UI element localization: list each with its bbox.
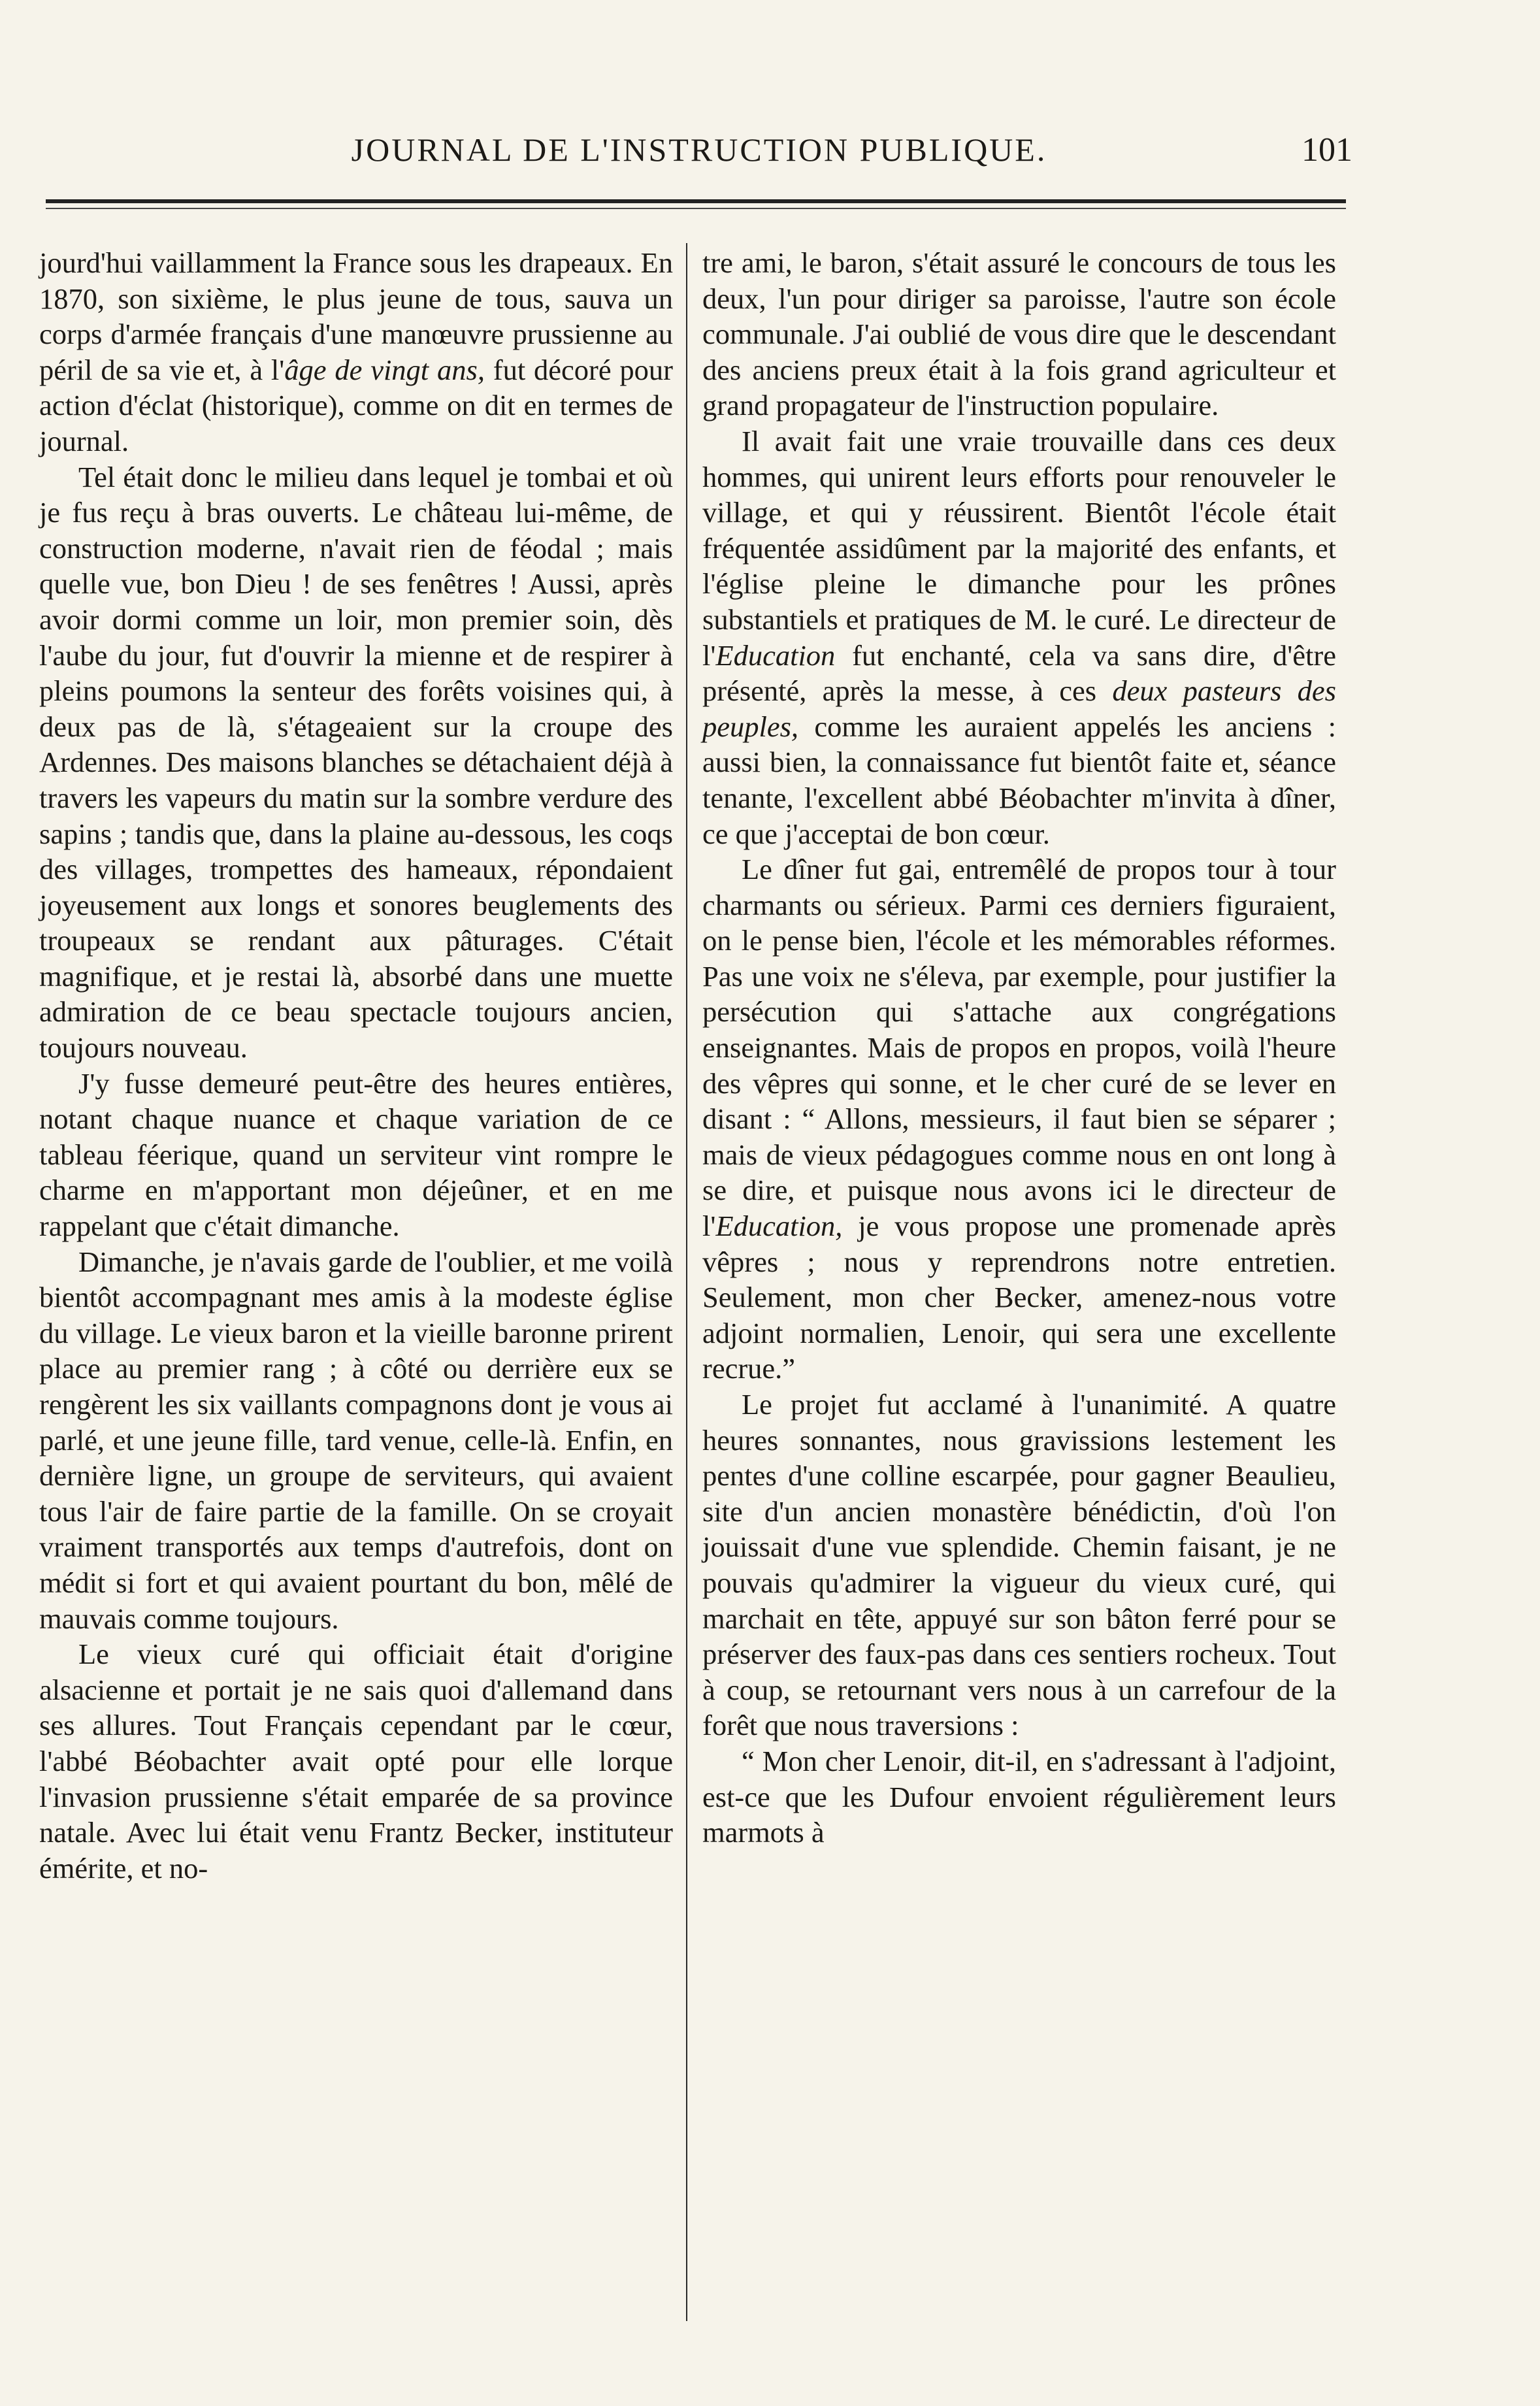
left-paragraph-1: jourd'hui vaillamment la France sous les drapeaux. En 1870, son sixième, le plus jeune de tous, sauva un corps d'armée français d'une manœuvre prussienne au péril de sa vie et, à l'âge de vingt ans, fut décoré pour action d'éclat (historique), comme on dit en termes de journal. [39,246,673,457]
right-paragraph-3: Le dîner fut gai, entremêlé de propos tour à tour charmants ou sérieux. Parmi ces derniers figuraient, on le pense bien, l'école et les mémorables réformes. Pas une voix ne s'éleva, par exemple, pour justifier la persécution qui s'attache aux congrégations enseignantes. Mais de propos en propos, voilà l'heure des vêpres qui sonne, et le cher curé de se lever en disant : “ Allons, messieurs, il faut bien se séparer ; mais de vieux pédagogues comme nous en ont long à se dire, et puisque nous avons ici le directeur de l'Education, je vous propose une promenade après vêpres ; nous y reprendrons notre entretien. Seulement, mon cher Becker, amenez-nous votre adjoint normalien, Lenoir, qui sera une excellente recrue.” [702,853,1336,1385]
right-paragraph-5: “ Mon cher Lenoir, dit-il, en s'adressant à l'adjoint, est-ce que les Dufour envoient régulièrement leurs marmots à [702,1744,1336,1849]
left-paragraph-2: Tel était donc le milieu dans lequel je tombai et où je fus reçu à bras ouverts. Le château lui-même, de construction moderne, n'avait rien de féodal ; mais quelle vue, bon Dieu ! de ses fenêtres ! Aussi, après avoir dormi comme un loir, mon premier soin, dès l'aube du jour, fut d'ouvrir la mienne et de respirer à pleins poumons la senteur des forêts voisines qui, à deux pas de là, s'étageaient sur la croupe des Ardennes. Des maisons blanches se détachaient déjà à travers les vapeurs du matin sur la sombre verdure des sapins ; tandis que, dans la plaine au-dessous, les coqs des villages, trompettes des hameaux, répondaient joyeusement aux longs et sonores beuglements des troupeaux se rendant aux pâturages. C'était magnifique, et je restai là, absorbé dans une muette admiration de ce beau spectacle toujours ancien, toujours nouveau. [39,460,673,1064]
right-column [702,245,1336,1851]
running-title: JOURNAL DE L'INSTRUCTION PUBLIQUE. [351,131,1047,168]
header-rule-thick [46,199,1346,203]
column-divider [686,243,687,2321]
running-header [0,131,1540,183]
header-rule-thin [46,208,1346,209]
left-paragraph-3: J'y fusse demeuré peut-être des heures entières, notant chaque nuance et chaque variation de ce tableau féerique, quand un serviteur vint rompre le charme en m'apportant mon déjeûner, et en me rappelant que c'était dimanche. [39,1066,673,1243]
left-paragraph-4: Dimanche, je n'avais garde de l'oublier, et me voilà bientôt accompagnant mes amis à la modeste église du village. Le vieux baron et la vieille baronne prirent place au premier rang ; à côté ou derrière eux se rengèrent les six vaillants compagnons dont je vous ai parlé, et une jeune fille, tard venue, celle-là. Enfin, en dernière ligne, un groupe de serviteurs, qui avaient tous l'air de faire partie de la famille. On se croyait vraiment transportés aux temps d'autrefois, dont on médit si fort et qui avaient pourtant du bon, mêlé de mauvais comme toujours. [39,1245,673,1635]
left-column [39,245,673,1886]
right-paragraph-2: Il avait fait une vraie trouvaille dans ces deux hommes, qui unirent leurs efforts pour renouveler le village, et qui y réussirent. Bientôt l'école était fréquentée assidûment par la majorité des enfants, et l'église pleine le dimanche pour les prônes substantiels et pratiques de M. le curé. Le directeur de l'Education fut enchanté, cela va sans dire, d'être présenté, après la messe, à ces deux pasteurs des peuples, comme les auraient appelés les anciens : aussi bien, la connaissance fut bientôt faite et, séance tenante, l'excellent abbé Béobachter m'invita à dîner, ce que j'acceptai de bon cœur. [702,424,1336,850]
page-number: 101 [1302,131,1352,169]
right-paragraph-4: Le projet fut acclamé à l'unanimité. A quatre heures sonnantes, nous gravissions lestement les pentes d'une colline escarpée, pour gagner Beaulieu, site d'un ancien monastère bénédictin, d'où l'on jouissait d'une vue splendide. Chemin faisant, je ne pouvais qu'admirer la vigueur du vieux curé, qui marchait en tête, appuyé sur son bâton ferré pour se préserver des faux-pas dans ces sentiers rocheux. Tout à coup, se retournant vers nous à un carrefour de la forêt que nous traversions : [702,1388,1336,1742]
right-paragraph-1: tre ami, le baron, s'était assuré le concours de tous les deux, l'un pour diriger sa paroisse, l'autre son école communale. J'ai oublié de vous dire que le descendant des anciens preux était à la fois grand agriculteur et grand propagateur de l'instruction populaire. [702,246,1336,422]
left-paragraph-5: Le vieux curé qui officiait était d'origine alsacienne et portait je ne sais quoi d'allemand dans ses allures. Tout Français cependant par le cœur, l'abbé Béobachter avait opté pour elle lorque l'invasion prussienne s'était emparée de sa province natale. Avec lui était venu Frantz Becker, instituteur émérite, et no- [39,1638,673,1885]
